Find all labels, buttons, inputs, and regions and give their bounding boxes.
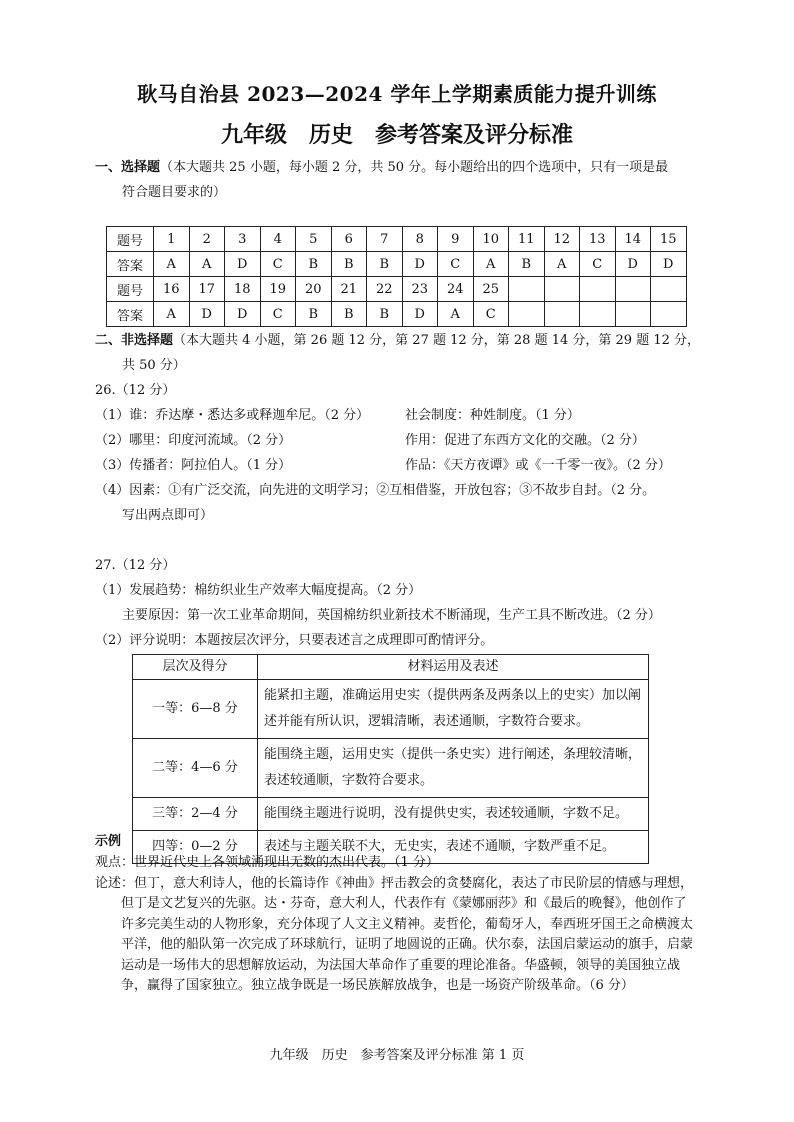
q26-line4: （4）因素：①有广泛交流，向先进的文明学习；②互相借鉴，开放包容；③不故步自封。（2 分。 <box>95 483 656 498</box>
question-number: 3 <box>225 227 261 252</box>
row-label: 答案 <box>107 302 154 327</box>
table-row <box>133 739 649 798</box>
table-row <box>133 680 649 739</box>
question-number: 1 <box>154 227 190 252</box>
question-number: 8 <box>402 227 438 252</box>
empty-cell <box>580 302 616 327</box>
column-header: 材料运用及表述 <box>258 655 649 680</box>
answer-table <box>106 226 687 327</box>
empty-cell <box>544 277 580 302</box>
criteria-cell: 表述与主题关联不大，无史实，表述不通顺，字数严重不足。 <box>258 831 649 864</box>
question-number: 19 <box>260 277 296 302</box>
answer-cell: D <box>189 302 225 327</box>
question-number: 13 <box>580 227 616 252</box>
question-number: 24 <box>438 277 474 302</box>
answer-cell: B <box>296 252 332 277</box>
example-body <box>95 853 695 997</box>
q26-header: 26.（12 分） <box>95 383 176 398</box>
answer-cell: D <box>225 302 261 327</box>
answer-table-row-a1 <box>107 252 687 277</box>
row-label: 答案 <box>107 252 154 277</box>
answer-cell: D <box>651 252 687 277</box>
question-number: 6 <box>331 227 367 252</box>
empty-cell <box>544 302 580 327</box>
level-cell: 二等：4—6 分 <box>133 739 258 798</box>
answer-cell: A <box>189 252 225 277</box>
answer-cell: C <box>438 252 474 277</box>
empty-cell <box>651 277 687 302</box>
question-number: 23 <box>402 277 438 302</box>
example-view: 观点：世界近代史上各领域涌现出无数的杰出代表。（1 分） <box>95 855 439 870</box>
q27-line1-cont: 主要原因：第一次工业革命期间，英国棉纺织业新技术不断涌现，生产工具不断改进。（2 分） <box>122 608 661 623</box>
answer-table-row-q2 <box>107 277 687 302</box>
q26-line3a: （3）传播者：阿拉伯人。（1 分） <box>95 458 292 473</box>
column-header: 层次及得分 <box>133 655 258 680</box>
row-label: 题号 <box>107 227 154 252</box>
question-number: 25 <box>473 277 509 302</box>
question-number: 5 <box>296 227 332 252</box>
document-subtitle: 九年级 历史 参考答案及评分标准 <box>220 122 573 148</box>
section1-desc-cont: 符合题目要求的） <box>122 185 227 200</box>
q27-header: 27.（12 分） <box>95 558 176 573</box>
question-number: 12 <box>544 227 580 252</box>
q27-line2: （2）评分说明：本题按层次评分，只要表述言之成理即可酌情评分。 <box>95 633 494 648</box>
section1-label: 一、选择题 <box>95 160 161 175</box>
example-argument: 论述：但丁，意大利诗人，他的长篇诗作《神曲》抨击教会的贪婪腐化，表达了市民阶层的情感与理想，但丁是文艺复兴的先驱。达・芬奇，意大利人，代表作有《蒙娜丽莎》和《最后的晚餐》，他创作了许多完美生动的人物形象，充分体现了人文主义精神。麦哲伦，葡萄牙人，奉西班牙国王之命横渡太平洋，他的船队第一次完成了环球航行，证明了地圆说的正确。伏尔泰，法国启蒙运动的旗手，启蒙运动是一场伟大的思想解放运动，为法国大革命作了重要的理论准备。华盛顿，领导的美国独立战争，赢得了国家独立。独立战争既是一场民族解放战争，也是一场资产阶级革命。（6 分） <box>95 875 694 993</box>
document-title: 耿马自治县 2023—2024 学年上学期素质能力提升训练 <box>137 82 657 106</box>
question-number: 4 <box>260 227 296 252</box>
level-cell: 一等：6—8 分 <box>133 680 258 739</box>
answer-cell: D <box>615 252 651 277</box>
answer-cell: C <box>473 302 509 327</box>
question-number: 21 <box>331 277 367 302</box>
answer-table-row-q1 <box>107 227 687 252</box>
q26-line2a: （2）哪里：印度河流域。（2 分） <box>95 433 292 448</box>
level-cell: 四等：0—2 分 <box>133 831 258 864</box>
empty-cell <box>615 302 651 327</box>
section1-heading <box>95 158 734 178</box>
criteria-cell: 能围绕主题进行说明，没有提供史实，表述较通顺，字数不足。 <box>258 798 649 831</box>
answer-cell: A <box>438 302 474 327</box>
question-number: 16 <box>154 277 190 302</box>
level-cell: 三等：2—4 分 <box>133 798 258 831</box>
question-number: 2 <box>189 227 225 252</box>
answer-cell: A <box>473 252 509 277</box>
question-number: 18 <box>225 277 261 302</box>
answer-cell: B <box>331 302 367 327</box>
answer-cell: C <box>260 252 296 277</box>
answer-cell: D <box>402 302 438 327</box>
page-footer: 九年级 历史 参考答案及评分标准 第 1 页 <box>269 1048 525 1063</box>
table-row <box>133 798 649 831</box>
q26-line3b: 作品：《天方夜谭》或《一千零一夜》。（2 分） <box>405 458 671 473</box>
q27-line1: （1）发展趋势：棉纺织业生产效率大幅度提高。（2 分） <box>95 583 422 598</box>
empty-cell <box>615 277 651 302</box>
answer-cell: B <box>367 302 403 327</box>
q26-line1b: 社会制度：种姓制度。（1 分） <box>405 408 580 423</box>
question-number: 22 <box>367 277 403 302</box>
answer-cell: C <box>260 302 296 327</box>
question-number: 10 <box>473 227 509 252</box>
question-number: 17 <box>189 277 225 302</box>
question-number: 7 <box>367 227 403 252</box>
criteria-cell: 能紧扣主题，准确运用史实（提供两条及两条以上的史实）加以阐述并能有所认识，逻辑清晰，表述通顺，字数符合要求。 <box>258 680 649 739</box>
empty-cell <box>509 302 545 327</box>
question-number: 14 <box>615 227 651 252</box>
empty-cell <box>580 277 616 302</box>
question-number: 15 <box>651 227 687 252</box>
q26-line1a: （1）谁：乔达摩・悉达多或释迦牟尼。（2 分） <box>95 408 370 423</box>
section2-label: 二、非选择题 <box>95 333 174 348</box>
answer-cell: A <box>154 252 190 277</box>
answer-cell: D <box>402 252 438 277</box>
section2-desc: （本大题共 4 小题，第 26 题 12 分，第 27 题 12 分，第 28 题 14 分，第 29 题 12 分， <box>173 333 701 348</box>
row-label: 题号 <box>107 277 154 302</box>
empty-cell <box>509 277 545 302</box>
answer-cell: A <box>544 252 580 277</box>
question-number: 20 <box>296 277 332 302</box>
example-label: 示例 <box>95 834 122 849</box>
empty-cell <box>651 302 687 327</box>
answer-cell: B <box>509 252 545 277</box>
answer-cell: D <box>225 252 261 277</box>
q26-line2b: 作用：促进了东西方文化的交融。（2 分） <box>405 433 645 448</box>
q26-line4-cont: 写出两点即可） <box>122 508 214 523</box>
answer-cell: B <box>331 252 367 277</box>
question-number: 9 <box>438 227 474 252</box>
section1-desc: （本大题共 25 小题，每小题 2 分，共 50 分。每小题给出的四个选项中，只有一项是最 <box>160 160 669 175</box>
answer-cell: C <box>580 252 616 277</box>
section2-heading <box>95 331 734 351</box>
section2-desc-cont: 共 50 分） <box>122 358 186 373</box>
criteria-cell: 能围绕主题，运用史实（提供一条史实）进行阐述，条理较清晰，表述较通顺，字数符合要求。 <box>258 739 649 798</box>
answer-cell: B <box>296 302 332 327</box>
answer-cell: A <box>154 302 190 327</box>
answer-table-row-a2 <box>107 302 687 327</box>
question-number: 11 <box>509 227 545 252</box>
scoring-table-header <box>133 655 649 680</box>
answer-cell: B <box>367 252 403 277</box>
